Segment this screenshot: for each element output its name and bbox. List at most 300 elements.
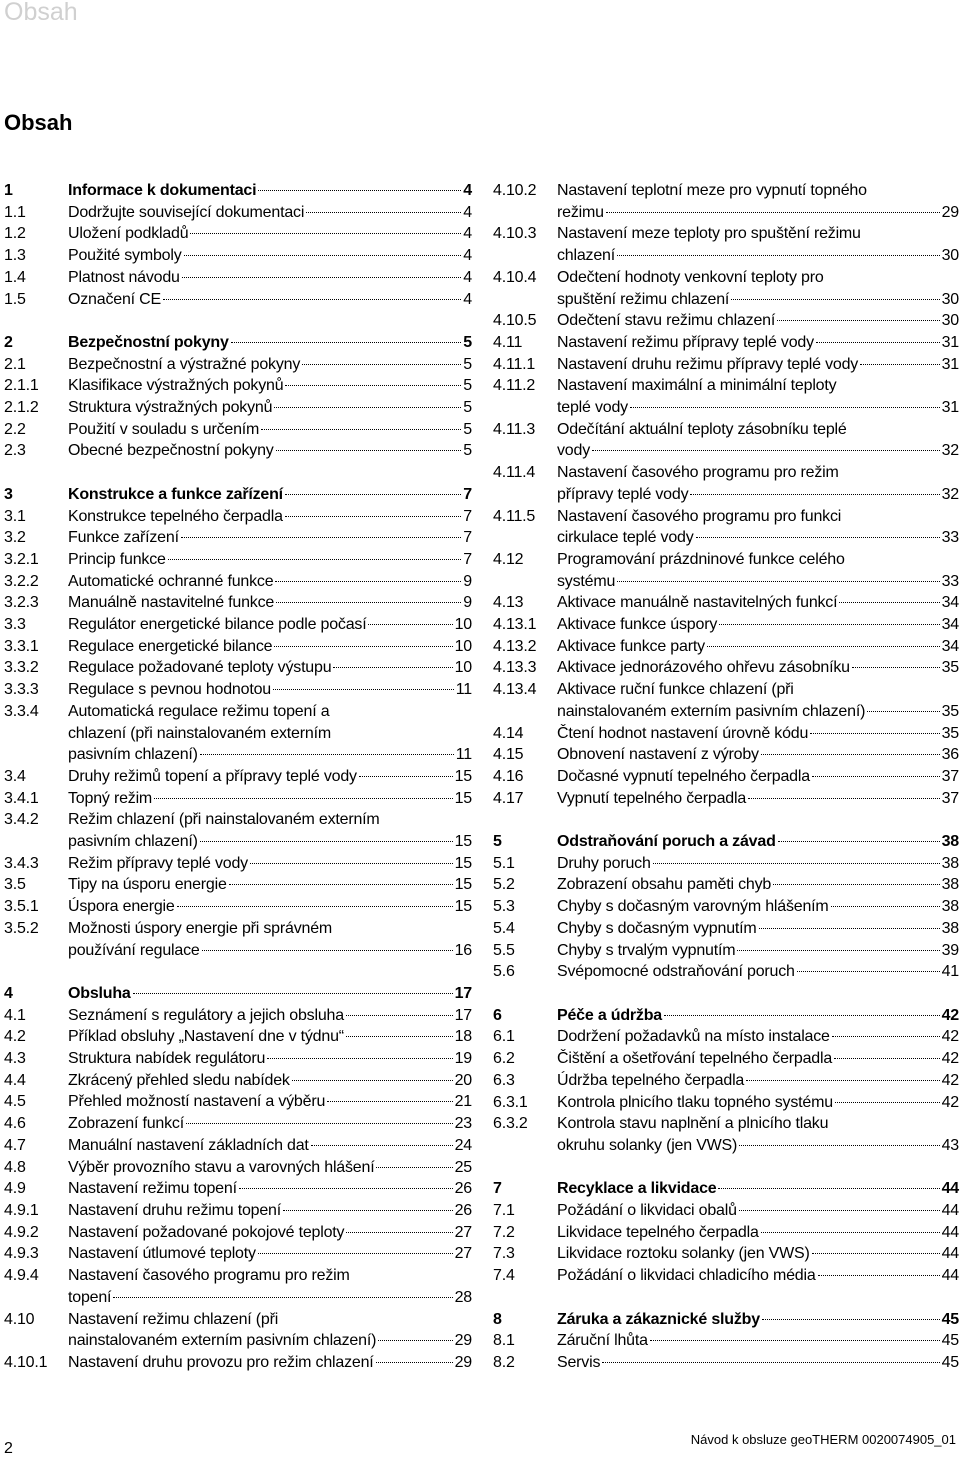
- toc-entry[interactable]: [493, 766, 959, 788]
- toc-entry-page: 39: [941, 941, 959, 959]
- toc-entry-title: Bezpečnostní a výstražné pokyny: [68, 355, 301, 373]
- toc-leader-dots: [812, 776, 940, 777]
- toc-leader-dots: [839, 602, 939, 603]
- toc-entry-number: 2.1.1: [4, 377, 39, 395]
- toc-entry-number: 4.8: [4, 1158, 26, 1176]
- toc-leader-dots: [333, 667, 452, 668]
- toc-entry-title: Struktura výstražných pokynů: [68, 399, 273, 417]
- toc-entry[interactable]: [4, 896, 472, 918]
- toc-entry-number: 4.10.1: [4, 1353, 48, 1371]
- toc-leader-dots: [231, 342, 462, 343]
- toc-entry[interactable]: [493, 592, 959, 614]
- toc-entry-title: Informace k dokumentaci: [68, 182, 257, 199]
- toc-entry-title: Příklad obsluhy „Nastavení dne v týdnu“: [68, 1028, 344, 1046]
- toc-entry-title: Možnosti úspory energie při správném: [68, 919, 333, 937]
- toc-entry-title: Odečtení stavu režimu chlazení: [557, 312, 776, 330]
- toc-leader-dots: [653, 863, 940, 864]
- toc-entry-title-continuation: používání regulace: [68, 941, 200, 959]
- toc-entry[interactable]: [493, 354, 959, 376]
- toc-entry[interactable]: [4, 506, 472, 528]
- toc-leader-dots: [346, 1232, 452, 1233]
- toc-leader-dots: [283, 1210, 453, 1211]
- toc-entry[interactable]: [493, 549, 959, 592]
- toc-entry[interactable]: [493, 853, 959, 875]
- toc-entry[interactable]: [4, 874, 472, 896]
- toc-entry-number: 5.2: [493, 876, 515, 894]
- toc-entry-title: Odečtení hodnoty venkovní teploty pro: [557, 268, 824, 286]
- toc-entry[interactable]: [4, 202, 472, 224]
- toc-entry-number: 4.9.1: [4, 1202, 39, 1219]
- toc-entry-number: 5: [493, 833, 502, 851]
- toc-entry[interactable]: [493, 506, 959, 549]
- toc-entry[interactable]: [4, 1178, 472, 1200]
- toc-entry-title-continuation: systému: [557, 572, 616, 590]
- toc-entry-title: Nastavení časového programu pro funkci: [557, 507, 842, 525]
- toc-entry[interactable]: [493, 657, 959, 679]
- toc-entry-title: Manuální nastavení základních dat: [68, 1136, 309, 1154]
- toc-entry[interactable]: [493, 744, 959, 766]
- toc-entry[interactable]: [493, 332, 959, 354]
- toc-entry-title: Nastavení režimu přípravy teplé vody: [557, 333, 814, 351]
- toc-entry-page: 20: [454, 1071, 472, 1089]
- toc-entry[interactable]: [493, 1200, 959, 1222]
- toc-entry[interactable]: [493, 1048, 959, 1070]
- toc-leader-dots: [133, 993, 453, 994]
- toc-entry[interactable]: [4, 267, 472, 289]
- toc-entry[interactable]: [4, 1113, 472, 1135]
- toc-entry-page: 7: [463, 507, 472, 525]
- toc-entry-number: 3.3.4: [4, 702, 39, 720]
- toc-entry-title-continuation: pasivním chlazení): [68, 746, 198, 764]
- toc-leader-dots: [292, 1080, 453, 1081]
- toc-entry-title: Likvidace roztoku solanky (jen VWS): [557, 1245, 810, 1263]
- toc-entry-title: Princip funkce: [68, 550, 166, 568]
- toc-leader-dots: [778, 841, 940, 842]
- toc-entry-title-continuation: teplé vody: [557, 399, 628, 417]
- toc-entry-title: Zkrácený přehled sledu nabídek: [68, 1071, 290, 1089]
- toc-entry-title: Klasifikace výstražných pokynů: [68, 377, 284, 395]
- toc-entry-page: 32: [941, 485, 959, 503]
- document-reference: Návod k obsluze geoTHERM 0020074905_01: [690, 1432, 956, 1447]
- toc-entry-page: 38: [941, 898, 959, 916]
- toc-entry[interactable]: [4, 809, 472, 852]
- toc-entry-number: 3.5.1: [4, 898, 39, 916]
- toc-entry-title: Chyby s dočasným vypnutím: [557, 919, 757, 937]
- toc-entry-number: 4.11.1: [493, 355, 536, 373]
- toc-entry[interactable]: [4, 853, 472, 875]
- toc-entry-number: 7.4: [493, 1267, 515, 1285]
- toc-entry-title: Platnost návodu: [68, 268, 180, 286]
- toc-leader-dots: [835, 1102, 940, 1103]
- toc-entry-number: 4.11.4: [493, 464, 536, 482]
- toc-entry-page: 10: [454, 616, 472, 634]
- toc-entry-number: 7: [493, 1180, 502, 1198]
- toc-entry[interactable]: [4, 1352, 472, 1374]
- toc-entry-number: 1.5: [4, 290, 26, 308]
- toc-leader-dots: [696, 537, 940, 538]
- toc-entry[interactable]: [4, 289, 472, 311]
- toc-entry-page: 27: [454, 1223, 472, 1241]
- toc-leader-dots: [592, 450, 940, 451]
- toc-entry[interactable]: [4, 701, 472, 766]
- toc-entry-page: 30: [941, 247, 959, 265]
- toc-entry-number: 4.5: [4, 1093, 26, 1111]
- toc-leader-dots: [831, 906, 940, 907]
- toc-leader-dots: [311, 1145, 453, 1146]
- toc-entry-number: 4.12: [493, 550, 524, 568]
- toc-entry-title: Použití v souladu s určením: [68, 420, 260, 438]
- toc-entry-page: 9: [463, 572, 472, 590]
- toc-entry-page: 45: [941, 1353, 959, 1371]
- toc-leader-dots: [860, 364, 940, 365]
- toc-leader-dots: [746, 1080, 939, 1081]
- toc-chapter[interactable]: [493, 831, 959, 853]
- toc-entry-title: Dočasné vypnutí tepelného čerpadla: [557, 767, 810, 785]
- toc-entry-page: 35: [941, 724, 959, 742]
- toc-entry[interactable]: [4, 527, 472, 549]
- toc-entry[interactable]: [493, 1222, 959, 1244]
- toc-entry-page: 9: [463, 594, 472, 612]
- toc-entry-title-continuation: pasivním chlazení): [68, 833, 198, 851]
- toc-entry-page: 4: [463, 290, 472, 308]
- toc-entry-number: 6.3.1: [493, 1093, 528, 1111]
- toc-entry[interactable]: [4, 419, 472, 441]
- toc-entry-page: 32: [941, 442, 959, 460]
- toc-entry[interactable]: [4, 657, 472, 679]
- toc-entry[interactable]: [4, 571, 472, 593]
- toc-entry-title: Nastavení režimu topení: [68, 1180, 237, 1198]
- toc-entry-title: Svépomocné odstraňování poruch: [557, 963, 795, 981]
- toc-entry-number: 4.11.5: [493, 507, 536, 525]
- toc-leader-dots: [762, 1319, 940, 1320]
- toc-entry-title-continuation: nainstalovaném externím pasivním chlazení): [68, 1332, 377, 1350]
- toc-entry[interactable]: [4, 549, 472, 571]
- toc-right-column: [493, 180, 959, 1374]
- toc-entry-page: 44: [941, 1223, 959, 1241]
- toc-entry-number: 5.1: [493, 854, 515, 872]
- toc-chapter[interactable]: [4, 180, 472, 202]
- toc-entry[interactable]: [493, 419, 959, 462]
- toc-entry-number: 3.2: [4, 529, 26, 547]
- toc-entry-title: Aktivace funkce party: [557, 637, 705, 655]
- toc-leader-dots: [181, 537, 461, 538]
- toc-entry[interactable]: [493, 896, 959, 918]
- toc-entry-number: 4.10: [4, 1310, 35, 1328]
- toc-entry-title: Čtení hodnot nastavení úrovně kódu: [557, 724, 809, 742]
- toc-leader-dots: [273, 689, 454, 690]
- toc-entry-number: 5.6: [493, 963, 515, 981]
- toc-entry-title: Druhy poruch: [557, 854, 651, 872]
- toc-entry-title: Zobrazení funkcí: [68, 1115, 184, 1133]
- toc-entry-number: 4.11.3: [493, 420, 536, 438]
- toc-entry-page: 15: [454, 854, 472, 872]
- toc-entry-number: 1.2: [4, 225, 26, 243]
- toc-leader-dots: [748, 798, 940, 799]
- toc-entry[interactable]: [4, 766, 472, 788]
- toc-entry[interactable]: [4, 636, 472, 658]
- toc-entry-number: 2.1: [4, 355, 26, 373]
- toc-entry-page: 37: [941, 767, 959, 785]
- toc-entry-page: 26: [454, 1180, 472, 1198]
- toc-entry[interactable]: [4, 1157, 472, 1179]
- toc-entry[interactable]: [493, 180, 959, 223]
- toc-entry[interactable]: [4, 354, 472, 376]
- toc-entry-number: 4.6: [4, 1115, 26, 1133]
- toc-entry-title: Bezpečnostní pokyny: [68, 333, 229, 351]
- toc-entry-page: 5: [463, 420, 472, 438]
- toc-entry-number: 4.1: [4, 1006, 26, 1024]
- toc-entry[interactable]: [4, 788, 472, 810]
- toc-entry-page: 38: [941, 876, 959, 894]
- toc-entry[interactable]: [493, 310, 959, 332]
- toc-entry-number: 4.13.1: [493, 616, 537, 634]
- toc-entry-page: 23: [454, 1115, 472, 1133]
- toc-left-column: [4, 180, 472, 1374]
- toc-entry-title: Čištění a ošetřování tepelného čerpadla: [557, 1050, 833, 1068]
- toc-leader-dots: [275, 581, 461, 582]
- toc-leader-dots: [182, 277, 462, 278]
- toc-entry-title: Úspora energie: [68, 898, 175, 916]
- toc-entry-page: 11: [455, 681, 472, 699]
- toc-leader-dots: [306, 212, 461, 213]
- toc-entry[interactable]: [4, 679, 472, 701]
- toc-entry[interactable]: [4, 1135, 472, 1157]
- toc-entry[interactable]: [4, 1243, 472, 1265]
- toc-entry[interactable]: [493, 1352, 959, 1374]
- toc-entry[interactable]: [4, 397, 472, 419]
- toc-chapter[interactable]: [4, 484, 472, 506]
- toc-chapter[interactable]: [493, 1178, 959, 1200]
- toc-leader-dots: [376, 1167, 452, 1168]
- toc-entry-number: 3.4.3: [4, 854, 39, 872]
- toc-entry-title: Nastavení útlumové teploty: [68, 1245, 256, 1263]
- toc-entry-page: 42: [941, 1093, 959, 1111]
- toc-entry-page: 15: [454, 833, 472, 851]
- toc-entry[interactable]: [4, 918, 472, 961]
- toc-leader-dots: [359, 776, 453, 777]
- toc-leader-dots: [168, 559, 462, 560]
- toc-entry[interactable]: [493, 1330, 959, 1352]
- toc-entry-title: Automatická regulace režimu topení a: [68, 702, 330, 720]
- toc-entry-title-continuation: okruhu solanky (jen VWS): [557, 1136, 738, 1154]
- toc-entry[interactable]: [4, 1222, 472, 1244]
- toc-entry-title: Programování prázdninové funkce celého: [557, 550, 845, 568]
- toc-leader-dots: [852, 667, 940, 668]
- toc-entry-title: Recyklace a likvidace: [557, 1180, 717, 1198]
- toc-entry-number: 7.1: [493, 1202, 515, 1219]
- toc-entry[interactable]: [4, 1005, 472, 1027]
- toc-entry-title: Servis: [557, 1353, 601, 1371]
- toc-entry[interactable]: [493, 1265, 959, 1287]
- toc-entry-title: Požádání o likvidaci chladicího média: [557, 1267, 816, 1285]
- toc-entry-page: 33: [941, 572, 959, 590]
- toc-entry[interactable]: [4, 1265, 472, 1308]
- toc-entry-number: 3.3.3: [4, 681, 39, 699]
- toc-entry-page: 4: [463, 182, 472, 199]
- toc-leader-dots: [368, 624, 452, 625]
- toc-entry[interactable]: [493, 1026, 959, 1048]
- toc-leader-dots: [267, 1058, 452, 1059]
- toc-entry[interactable]: [493, 940, 959, 962]
- toc-entry-title: Topný režim: [68, 789, 153, 807]
- toc-entry-page: 31: [941, 399, 959, 417]
- toc-entry-page: 18: [454, 1028, 472, 1046]
- toc-chapter[interactable]: [493, 1309, 959, 1331]
- toc-entry[interactable]: [493, 267, 959, 310]
- toc-entry-number: 4.13.3: [493, 659, 537, 677]
- toc-entry-page: 44: [941, 1245, 959, 1263]
- toc-entry-page: 29: [454, 1332, 472, 1350]
- toc-entry-number: 2: [4, 333, 13, 351]
- toc-entry[interactable]: [493, 1092, 959, 1114]
- toc-entry[interactable]: [4, 614, 472, 636]
- toc-entry[interactable]: [4, 1200, 472, 1222]
- toc-entry-page: 38: [941, 833, 959, 851]
- page-title: Obsah: [4, 110, 73, 135]
- toc-leader-dots: [184, 255, 462, 256]
- toc-entry-number: 5.3: [493, 898, 515, 916]
- toc-leader-dots: [163, 299, 461, 300]
- toc-leader-dots: [606, 212, 940, 213]
- toc-entry-page: 15: [454, 789, 472, 807]
- toc-entry-number: 4.7: [4, 1136, 26, 1154]
- toc-entry[interactable]: [493, 961, 959, 983]
- toc-entry[interactable]: [4, 1026, 472, 1048]
- toc-entry[interactable]: [493, 1113, 959, 1156]
- toc-entry-page: 17: [454, 1006, 472, 1024]
- toc-entry[interactable]: [493, 723, 959, 745]
- page-number: 2: [4, 1440, 13, 1457]
- toc-entry-page: 38: [941, 919, 959, 937]
- toc-entry-number: 8.1: [493, 1332, 515, 1350]
- toc-entry[interactable]: [4, 1070, 472, 1092]
- toc-entry[interactable]: [4, 375, 472, 397]
- toc-leader-dots: [832, 1036, 940, 1037]
- toc-entry-number: 4.13.4: [493, 681, 537, 699]
- toc-entry-number: 4.13: [493, 594, 524, 612]
- toc-entry-number: 6: [493, 1006, 502, 1024]
- toc-leader-dots: [285, 385, 461, 386]
- toc-entry-number: 4.14: [493, 724, 524, 742]
- toc-entry-number: 6.3.2: [493, 1115, 528, 1133]
- toc-entry-title: Vypnutí tepelného čerpadla: [557, 789, 747, 807]
- toc-entry[interactable]: [493, 636, 959, 658]
- toc-entry-page: 17: [454, 984, 472, 1002]
- toc-entry-title: Regulace požadované teploty výstupu: [68, 659, 332, 677]
- toc-entry-title: Nastavení druhu provozu pro režim chlazení: [68, 1353, 374, 1371]
- toc-leader-dots: [690, 494, 939, 495]
- toc-entry-title: Požádání o likvidaci obalů: [557, 1202, 737, 1219]
- toc-entry-page: 44: [941, 1267, 959, 1285]
- toc-entry[interactable]: [493, 462, 959, 505]
- toc-entry-page: 25: [454, 1158, 472, 1176]
- toc-entry-page: 4: [463, 247, 472, 265]
- toc-entry-page: 27: [454, 1245, 472, 1263]
- toc-entry-page: 4: [463, 225, 472, 243]
- toc-leader-dots: [719, 624, 939, 625]
- toc-leader-dots: [274, 407, 461, 408]
- toc-entry[interactable]: [493, 1243, 959, 1265]
- toc-entry-number: 7.3: [493, 1245, 515, 1263]
- toc-entry-title: Označení CE: [68, 290, 161, 308]
- toc-entry[interactable]: [493, 1070, 959, 1092]
- toc-entry-page: 29: [454, 1353, 472, 1371]
- toc-leader-dots: [186, 1123, 453, 1124]
- toc-entry-title: Kontrola plnicího tlaku topného systému: [557, 1093, 833, 1111]
- toc-entry-title: Regulace s pevnou hodnotou: [68, 681, 271, 699]
- toc-entry-title-continuation: topení: [68, 1288, 112, 1306]
- toc-leader-dots: [346, 1036, 453, 1037]
- toc-entry[interactable]: [493, 874, 959, 896]
- toc-entry-number: 6.1: [493, 1028, 515, 1046]
- toc-entry-number: 6.2: [493, 1050, 515, 1068]
- toc-leader-dots: [617, 255, 940, 256]
- toc-leader-dots: [200, 754, 454, 755]
- toc-entry[interactable]: [4, 1091, 472, 1113]
- toc-entry[interactable]: [4, 440, 472, 462]
- toc-entry-number: 4.15: [493, 746, 524, 764]
- toc-leader-dots: [302, 364, 461, 365]
- toc-entry-page: 24: [454, 1136, 472, 1154]
- toc-entry-title: Struktura nabídek regulátoru: [68, 1050, 266, 1068]
- toc-leader-dots: [378, 1340, 452, 1341]
- toc-entry[interactable]: [493, 679, 959, 722]
- toc-entry-page: 34: [941, 637, 959, 655]
- toc-entry-page: 42: [941, 1006, 959, 1024]
- toc-entry-title: Nastavení meze teploty pro spuštění režimu: [557, 225, 861, 243]
- toc-entry-page: 30: [941, 290, 959, 308]
- toc-entry-title: Nastavení časového programu pro režim: [68, 1267, 350, 1285]
- toc-entry[interactable]: [4, 1048, 472, 1070]
- toc-entry[interactable]: [4, 592, 472, 614]
- toc-chapter[interactable]: [493, 1005, 959, 1027]
- toc-entry[interactable]: [4, 223, 472, 245]
- toc-entry-title: Nastavení teplotní meze pro vypnutí topného: [557, 182, 867, 199]
- toc-chapter[interactable]: [4, 983, 472, 1005]
- toc-leader-dots: [739, 1145, 939, 1146]
- toc-entry-number: 3.4.2: [4, 811, 39, 829]
- toc-entry[interactable]: [493, 375, 959, 418]
- toc-leader-dots: [346, 1015, 453, 1016]
- toc-entry[interactable]: [493, 614, 959, 636]
- toc-leader-dots: [154, 798, 453, 799]
- toc-entry-title: Režim chlazení (při nainstalovaném externím: [68, 811, 380, 829]
- toc-entry-title: Nastavení druhu režimu přípravy teplé vody: [557, 355, 859, 373]
- toc-entry-title: Tipy na úsporu energie: [68, 876, 227, 894]
- toc-entry-page: 35: [941, 702, 959, 720]
- toc-entry-page: 7: [463, 550, 472, 568]
- toc-leader-dots: [761, 1232, 940, 1233]
- toc-entry[interactable]: [493, 788, 959, 810]
- toc-entry[interactable]: [493, 918, 959, 940]
- toc-leader-dots: [200, 841, 453, 842]
- toc-entry[interactable]: [4, 245, 472, 267]
- toc-entry-number: 8.2: [493, 1353, 515, 1371]
- toc-leader-dots: [258, 190, 461, 191]
- toc-entry-title: Chyby s dočasným varovným hlášením: [557, 898, 829, 916]
- toc-chapter[interactable]: [4, 332, 472, 354]
- toc-entry-page: 31: [941, 333, 959, 351]
- toc-entry-number: 3.3: [4, 616, 26, 634]
- toc-entry[interactable]: [493, 223, 959, 266]
- toc-entry[interactable]: [4, 1309, 472, 1352]
- toc-entry-page: 34: [941, 616, 959, 634]
- toc-entry-title: Aktivace jednorázového ohřevu zásobníku: [557, 659, 850, 677]
- toc-leader-dots: [285, 494, 461, 495]
- toc-entry-title: Obnovení nastavení z výroby: [557, 746, 759, 764]
- toc-leader-dots: [113, 1297, 452, 1298]
- toc-entry-title: Údržba tepelného čerpadla: [557, 1071, 745, 1089]
